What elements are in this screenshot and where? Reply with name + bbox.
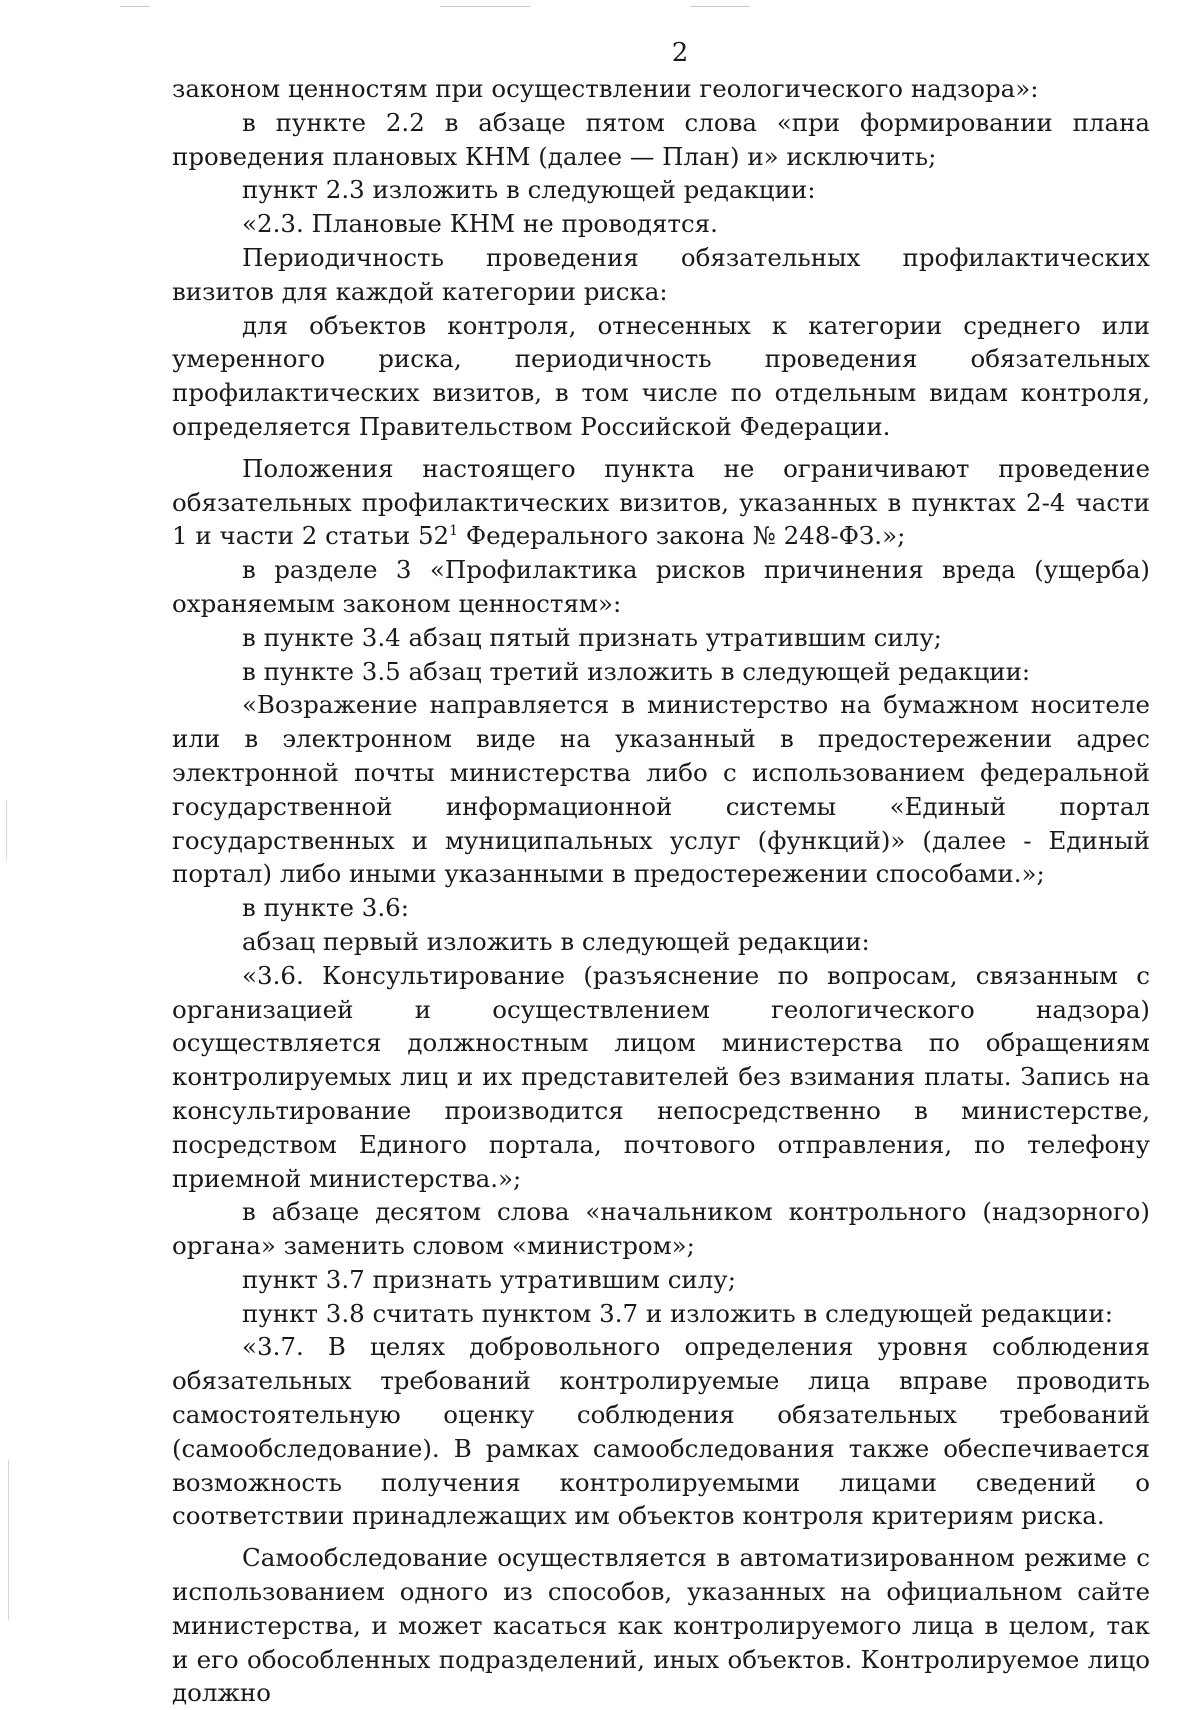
scan-artifact <box>120 6 150 7</box>
paragraph: в пункте 2.2 в абзаце пятом слова «при формировании плана проведения плановых КНМ (далее — План) и» исключить; <box>172 107 1150 171</box>
document-body <box>172 72 1150 1710</box>
paragraph: абзац первый изложить в следующей редакции: <box>242 926 870 956</box>
paragraph: «2.3. Плановые КНМ не проводятся. <box>242 209 718 239</box>
superscript: 1 <box>449 523 459 540</box>
scan-artifact <box>440 6 530 7</box>
scan-artifact <box>6 800 7 860</box>
page-number: 2 <box>671 38 689 68</box>
paragraph: в разделе 3 «Профилактика рисков причинения вреда (ущерба) охраняемым законом ценностям»: <box>172 555 1150 618</box>
paragraph: «Возражение направляется в министерство на бумажном носителе или в электронном виде на указанный в предостережении адрес электронной почты министерства либо с использованием федеральной государственной информационной системы «Единый портал государственных и муниципальных услуг (функций)» (далее - Единый портал) либо иными указанными в предостережении способами.»; <box>172 690 1150 889</box>
paragraph: в пункте 3.5 абзац третий изложить в следующей редакции: <box>242 656 1031 686</box>
paragraph: «3.7. В целях добровольного определения уровня соблюдения обязательных требований контролируемые лица вправе проводить самостоятельную оценку соблюдения обязательных требований (самообследование). В рамках самообследования также обеспечивается возможность получения контролируемыми лицами сведений о соответствии принадлежащих им объектов контроля критериям риска. <box>172 1332 1150 1531</box>
paragraph <box>172 452 1150 553</box>
paragraph: в пункте 3.4 абзац пятый признать утратившим силу; <box>242 622 942 652</box>
paragraph: «3.6. Консультирование (разъяснение по вопросам, связанным с организацией и осуществлением геологического надзора) осуществляется должностным лицом министерства по обращениям контролируемых лиц и их представителей без взимания платы. Запись на консультирование производится непосредственно в министерстве, посредством Единого портала, почтового отправления, по телефону приемной министерства.»; <box>172 960 1150 1193</box>
paragraph: в пункте 3.6: <box>242 893 410 923</box>
paragraph: Периодичность проведения обязательных профилактических визитов для каждой категории риска: <box>172 242 1150 306</box>
paragraph: пункт 2.3 изложить в следующей редакции: <box>242 175 816 205</box>
paragraph: в абзаце десятом слова «начальником контрольного (надзорного) органа» заменить словом «министром»; <box>172 1197 1150 1261</box>
paragraph-text: Положения настоящего пункта не ограничивают проведение обязательных профилактических визитов, указанных в пунктах 2-4 части 1 и части 2 статьи 52 <box>172 453 1150 551</box>
paragraph: Самообследование осуществляется в автоматизированном режиме с использованием одного из способов, указанных на официальном сайте министерства, и может касаться как контролируемого лица в целом, так и его обособленных подразделений, иных объектов. Контролируемое лицо должно <box>172 1543 1150 1708</box>
scan-artifact <box>690 6 750 7</box>
paragraph: пункт 3.8 считать пунктом 3.7 и изложить в следующей редакции: <box>242 1298 1113 1328</box>
paragraph: законом ценностям при осуществлении геологического надзора»: <box>172 74 1039 103</box>
paragraph-text: Федерального закона № 248-ФЗ.»; <box>458 521 906 551</box>
scan-artifact <box>8 1460 9 1620</box>
paragraph: для объектов контроля, отнесенных к категории среднего или умеренного риска, периодичность проведения обязательных профилактических визитов, в том числе по отдельным видам контроля, определяется Правительством Российской Федерации. <box>172 310 1150 441</box>
paragraph: пункт 3.7 признать утратившим силу; <box>242 1264 736 1294</box>
